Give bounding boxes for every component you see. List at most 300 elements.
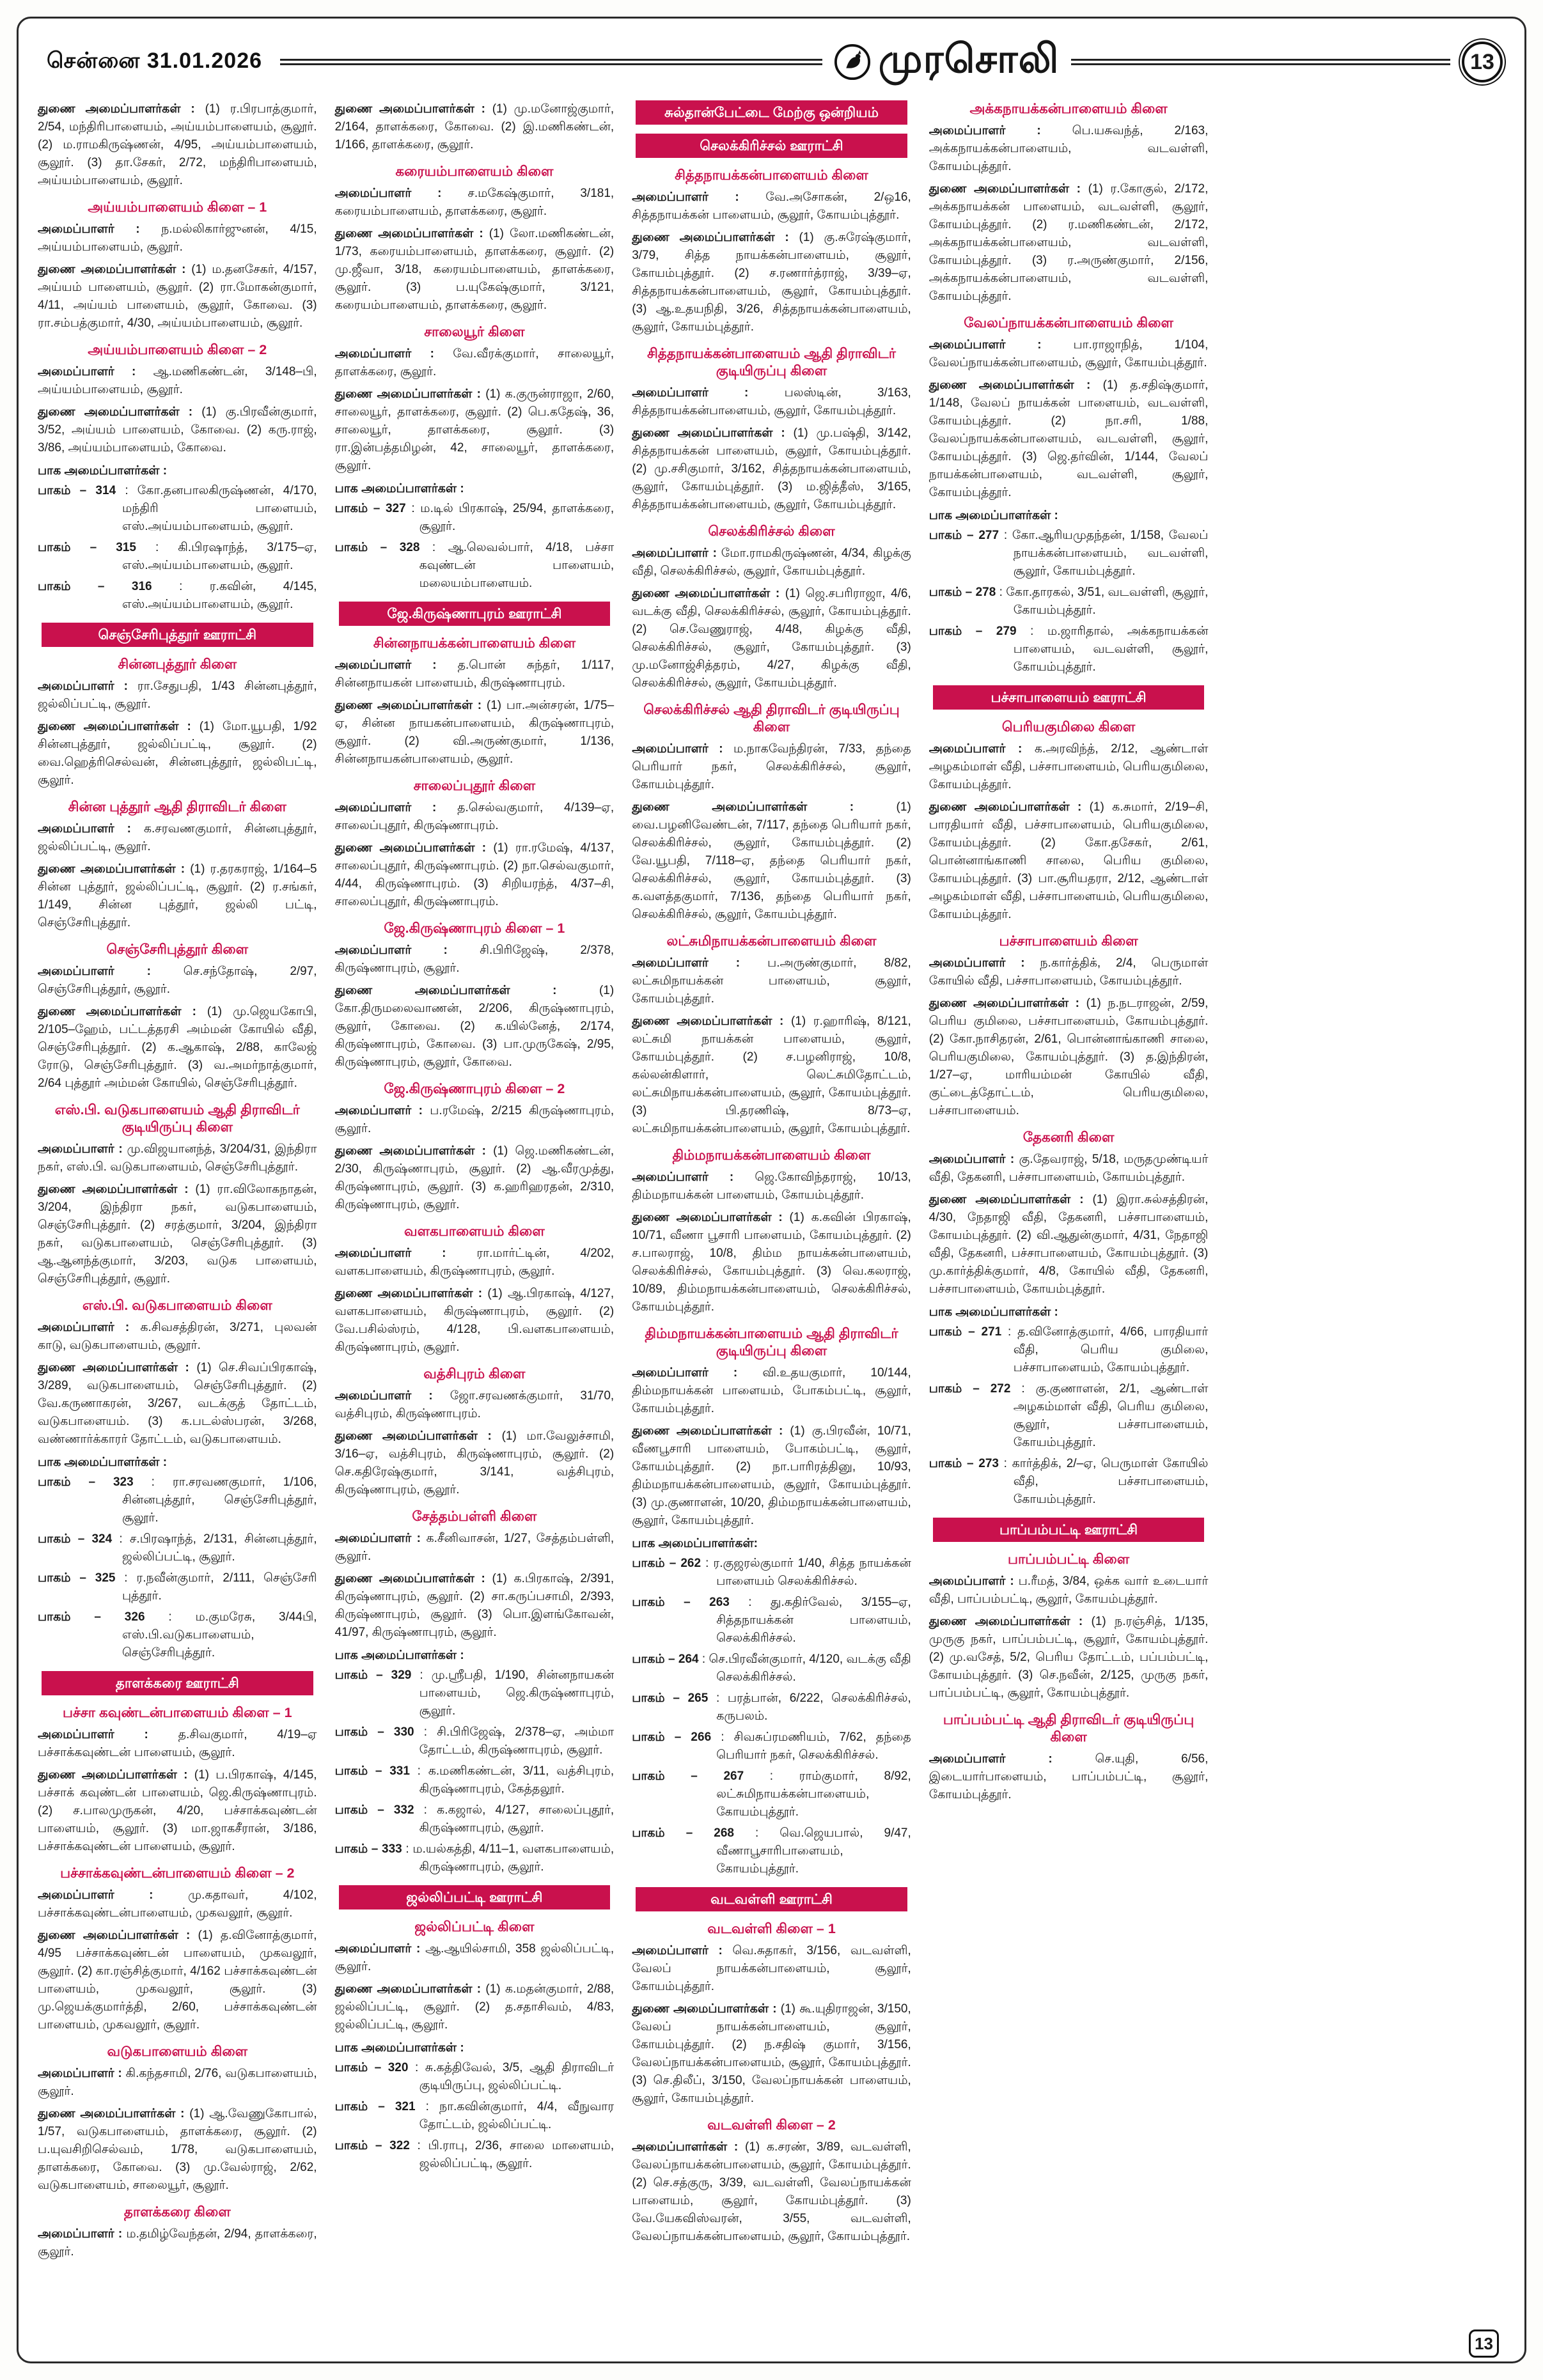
body-paragraph [335, 1940, 615, 1976]
field-text: பா.ராஜாநித், 1/104, வேலப்நாயக்கன்பாளையம், சூலூர், கோயம்புத்தூர். [928, 338, 1209, 369]
part-organizer-line [38, 1569, 317, 1605]
body-paragraph [38, 1927, 317, 2034]
part-number: பாகம் – 271 [928, 1325, 1002, 1339]
part-text: : செ.பிரவீன்குமார், 4/120, வடக்கு வீதி செலக்கிரிச்சல். [698, 1653, 911, 1684]
field-text: (1) பா.அன்சரன், 1/75–ஏ, சின்ன நாயகன்பாளையம், கிருஷ்ணாபுரம், சூலூர். (2) வி.அருண்குமார், 1/136, சின்னநாயகன்பாளையம், சூலூர். [334, 699, 615, 766]
body-paragraph [632, 1169, 911, 1204]
part-organizer-line [38, 578, 317, 614]
branch-heading: எஸ்.பி. வடுகபாளையம் ஆதி திராவிடர் குடியிருப்பு கிளை [54, 1102, 300, 1135]
branch-heading: பெரியகுமிலை கிளை [1001, 719, 1136, 735]
part-number: பாகம் – 327 [334, 502, 406, 515]
body-paragraph [632, 1422, 911, 1530]
field-label: துணை அமைப்பாளர்கள் : [38, 1361, 189, 1374]
branch-heading: சாலைப்புதூர் கிளை [413, 778, 536, 793]
field-label: அமைப்பாளர் : [632, 1944, 723, 1957]
branch-heading: வடவள்ளி கிளை – 1 [707, 1921, 836, 1936]
part-text: : சி.பிரிஜேஷ், 2/378–ஏ, அம்மா தோட்டம், கிருஷ்ணாபுரம், சூலூர். [414, 1725, 615, 1757]
field-label: அமைப்பாளர் : [38, 2067, 122, 2080]
part-text: : ர.குஜரல்குமார் 1/40, சித்த நாயக்கன் பாளையம் செலக்கிரிச்சல். [701, 1557, 911, 1588]
masthead-title: முரசொலி [878, 37, 1060, 81]
body-paragraph [38, 678, 317, 713]
field-text: (1) ஜெ.மணிகண்டன், 2/30, கிருஷ்ணாபுரம், சூலூர். (2) ஆ.வீரமுத்து, கிருஷ்ணாபுரம், சூலூர். (3) க.ஹரிஹரதன், 2/310, கிருஷ்ணாபுரம், சூலூர். [334, 1144, 615, 1211]
body-paragraph [38, 1886, 317, 1922]
part-text: : ர.நவீன்குமார், 2/111, செஞ்சேரி புத்தூர். [115, 1571, 317, 1603]
body-paragraph [38, 718, 317, 789]
branch-heading: பாப்பம்பட்டி கிளை [1008, 1552, 1130, 1567]
section-label: பாக அமைப்பாளர்கள் : [334, 2041, 464, 2055]
part-organizer-line [38, 1530, 317, 1566]
field-text: ஜெ.கோவிந்தராஜ், 10/13, திம்மநாயக்கன் பாளையம், கோயம்புத்தூர். [632, 1171, 911, 1202]
section-label: பாக அமைப்பாளர்கள்: [632, 1537, 758, 1550]
field-label: துணை அமைப்பாளர்கள் : [632, 1015, 784, 1028]
part-text: : பரத்பான், 6/222, செலக்கிரிச்சல், கருபலம். [708, 1692, 911, 1723]
part-organizer-line [929, 584, 1209, 619]
field-label: அமைப்பாளர் : [38, 365, 136, 378]
branch-heading: ஜே.கிருஷ்ணாபுரம் கிளை – 2 [384, 1081, 565, 1096]
part-number: பாகம் – 321 [334, 2100, 416, 2113]
field-label: அமைப்பாளர் : [632, 1171, 734, 1184]
part-text: : ராம்குமார், 8/92, லட்சுமிநாயக்கன்பாளையம், கோயம்புத்தூர். [716, 1769, 911, 1819]
field-text: (1) ர.ஹாரிஷ், 8/121, லட்சுமி நாயக்கன் பாளையம், சூலூர், கோயம்புத்தூர். (2) ச.பழனிராஜ், 10/8, கல்லன்கிளார், லெட்சுமிதோட்டம், லட்சுமிநாயக்கன்பாளையம், சூலூர், கோயம்புத்தூர். (3) பி.தரணிஷ், 8/73–ஏ, லட்சுமிநாயக்கன்பாளையம், சூலூர், கோயம்புத்தூர். [632, 1015, 911, 1135]
field-text: (1) ஆ.வேணுகோபால், 1/57, வடுகபாளையம், தாளக்கரை, சூலூர். (2) ப.யுவசிறிசெல்வம், 1/78, வடுகபாளையம், தாளக்கரை, கோவை. (3) மு.வேல்ராஜ், 2/62, வடுகபாளையம், சாலையூர், சூலூர். [38, 2107, 317, 2192]
part-number: பாகம் – 315 [38, 541, 136, 554]
field-label: அமைப்பாளர் : [632, 1366, 738, 1380]
field-label: அமைப்பாளர் : [38, 680, 128, 693]
body-paragraph [38, 100, 317, 190]
part-text: : த.வினோத்குமார், 4/66, பாரதியார் வீதி, பெரிய குமிலை, பச்சாபாளையம், கோயம்புத்தூர். [1001, 1325, 1209, 1374]
part-number: பாகம் – 316 [38, 580, 152, 593]
body-paragraph [929, 180, 1209, 306]
body-paragraph [632, 1013, 911, 1138]
field-text: ப.அருண்குமார், 8/82, லட்சுமிநாயக்கன் பாளையம், சூலூர், கோயம்புத்தூர். [632, 956, 911, 1006]
field-label: அமைப்பாளர் : [38, 2227, 123, 2241]
part-organizer-line [632, 1555, 911, 1591]
field-label: அமைப்பாளர் : [334, 1389, 433, 1403]
branch-heading: சித்தநாயக்கன்பாளையம் ஆதி திராவிடர் குடியிருப்பு கிளை [647, 346, 896, 378]
field-label: துணை அமைப்பாளர்கள் : [38, 720, 191, 733]
field-label: துணை அமைப்பாளர்கள் : [928, 1193, 1084, 1206]
field-text: செ.சந்தோஷ், 2/97, செஞ்சேரிபுத்தூர், சூலூர். [38, 965, 317, 996]
part-text: : ஆ.லெவல்பார், 4/18, பச்சா கவுண்டன் பாளையம், மலையம்பாளையம். [419, 541, 615, 590]
body-paragraph [335, 1102, 615, 1138]
part-organizer-line [335, 2098, 615, 2134]
part-text: : கார்த்திக், 2/–ஏ, பெருமாள் கோயில் வீதி, பச்சாபாளையம், கோயம்புத்தூர். [998, 1457, 1209, 1506]
branch-heading: பச்சாக்கவுண்டன்பாளையம் கிளை – 2 [60, 1865, 295, 1881]
field-text: த.சிவகுமார், 4/19–ஏ பச்சாக்கவுண்டன் பாளையம், சூலூர். [38, 1728, 317, 1759]
field-label: துணை அமைப்பாளர்கள் : [38, 405, 193, 419]
header-rule-left [280, 59, 822, 65]
panchayat-banner: வடவள்ளி ஊராட்சி [636, 1887, 907, 1911]
field-text: ஆ.மணிகண்டன், 3/148–பி, அய்யம்பாளையம், சூலூர். [38, 365, 317, 396]
field-text: (1) மா.வேலுச்சாமி, 3/16–ஏ, வத்சிபுரம், கிருஷ்ணாபுரம், சூலூர். (2) செ.கதிரேஷ்குமார், 3/141, வத்சிபுரம், கிருஷ்ணாபுரம், சூலூர். [334, 1429, 615, 1497]
field-text: பலஸ்டின், 3/163, சித்தநாயக்கன்பாளையம், சூலூர், கோயம்புத்தூர். [632, 386, 911, 417]
body-paragraph [38, 1181, 317, 1288]
part-text: : க.கஜால், 4/127, சாலைப்புதூர், கிருஷ்ணாபுரம், சூலூர். [414, 1803, 615, 1835]
part-organizer-line [929, 623, 1209, 676]
part-number: பாகம் – 323 [38, 1475, 134, 1489]
page-header [19, 19, 1524, 95]
field-label: அமைப்பாளர் : [928, 1575, 1014, 1588]
part-text: : ர.கவின், 4/145, எஸ்.அய்யம்பாளையம், சூலூர். [122, 580, 317, 611]
body-paragraph [335, 225, 615, 315]
part-text: : ம.யல்கத்தி, 4/11–1, வளகபாளையம், கிருஷ்ணாபுரம், சூலூர். [402, 1842, 615, 1874]
part-number: பாகம் – 330 [334, 1725, 414, 1739]
body-paragraph [929, 377, 1209, 502]
body-paragraph [38, 2065, 317, 2101]
branch-heading: அய்யம்பாளையம் கிளை – 2 [88, 342, 267, 357]
body-paragraph [38, 820, 317, 856]
body-paragraph [632, 954, 911, 1008]
body-paragraph [38, 1140, 317, 1176]
field-text: க.சீனிவாசன், 1/27, சேத்தம்பள்ளி, சூலூர். [334, 1532, 615, 1563]
field-text: (1) மு.மனோஜ்குமார், 2/164, தாளக்கரை, கோவை. (2) இ.மணிகண்டன், 1/166, தாளக்கரை, சூலூர். [334, 102, 615, 152]
part-text: : நா.கவின்குமார், 4/4, வீநுவார தோட்டம், ஜல்லிப்பட்டி. [415, 2100, 615, 2131]
field-text: (1) இரா.சுல்சத்திரன், 4/30, நேதாஜி வீதி, தேகனரி, பச்சாபாளையம், கோயம்புத்தூர். (2) வி.ஆதுன்குமார், 4/31, நேதாஜி வீதி, தேகனரி, பச்சாபாளையம், கோயம்புத்தூர். (3) மு.கார்த்திக்குமார், 4/8, கோயில் வீதி, தேகனரி, பச்சாபாளையம், கோயம்புத்தூர். [928, 1193, 1209, 1296]
field-label: அமைப்பாளர் : [928, 124, 1041, 137]
field-text: (1) ர.தரகராஜ், 1/164–5 சின்ன புத்தூர், ஜல்லிப்பட்டி, சூலூர். (2) ர.சங்கர், 1/149, சின்ன புத்தூர், ஜல்லி பட்டி, செஞ்சேரிபுத்தூர். [38, 862, 317, 929]
field-text: (1) ரா.விலோகநாதன், 3/204, இந்திரா நகர், வடுகபாளையம், செஞ்சேரிபுத்தூர். (2) சரத்குமார், 3/204, இந்திரா நகர், வடுகபாளையம், செஞ்சேரிபுத்தூர். (3) ஆ.ஆனந்த்குமார், 3/203, வடுக பாளையம், செஞ்சேரிபுத்தூர், சூலூர். [38, 1183, 317, 1286]
part-text: : ம.குமரேசு, 3/44பி, எஸ்.பி.வடுகபாளையம், செஞ்சேரிபுத்தூர். [122, 1610, 317, 1660]
dateline: சென்னை 31.01.2026 [47, 48, 263, 73]
branch-heading: வடவள்ளி கிளை – 2 [707, 2117, 836, 2133]
body-paragraph [38, 363, 317, 399]
body-paragraph [38, 2105, 317, 2195]
body-paragraph [632, 1364, 911, 1418]
field-label: துணை அமைப்பாளர்கள் : [632, 231, 789, 244]
field-text: (1) க.கவின் பிரகாஷ், 10/71, வீணா பூசாரி பாளையம், கோயம்புத்தூர். (2) ச.பாலராஜ், 10/8, திம்ம நாயக்கன்பாளையம், செலக்கிரிச்சல், கோயம்புத்தூர். (3) வெ.கலராஜ், 10/89, திம்மநாயக்கன்பாளையம், செலக்கிரிச்சல், கோயம்புத்தூர். [632, 1211, 911, 1314]
part-text: : ச.பிரஷாந்த், 2/131, சின்னபுத்தூர், ஜல்லிப்பட்டி, சூலூர். [112, 1532, 317, 1564]
part-organizer-line [335, 500, 615, 536]
body-paragraph [38, 221, 317, 256]
field-label: துணை அமைப்பாளர்கள் : [928, 378, 1091, 392]
part-number: பாகம் – 314 [38, 484, 116, 497]
body-paragraph [632, 798, 911, 924]
section-label: பாக அமைப்பாளர்கள் : [334, 482, 464, 495]
field-text: க.சிவசத்திரன், 3/271, புலவன் காடு, வடுகபாளையம், சூலூர். [38, 1321, 317, 1352]
branch-heading: சித்தநாயக்கன்பாளையம் கிளை [675, 167, 868, 183]
field-label: துணை அமைப்பாளர்கள் : [334, 387, 481, 401]
field-text: (1) ரா.ரமேஷ், 4/137, சாலைப்புதூர், கிருஷ்ணாபுரம். (2) நா.செல்வகுமார், 4/44, கிருஷ்ணாபுரம். (3) சிறியரந்த், 4/37–சி, சாலைப்புதூர், கிருஷ்ணாபுரம். [334, 841, 615, 908]
field-text: ஆ.ஆயில்சாமி, 358 ஜல்லிப்பட்டி, சூலூர். [334, 1942, 615, 1973]
branch-heading: எஸ்.பி. வடுகபாளையம் கிளை [82, 1298, 272, 1313]
field-text: (1) கூ.யுதிராஜன், 3/150, வேலப் நாயக்கன்பாளையம், சூலூர், கோயம்புத்தூர். (2) ந.சதிஷ் குமார், 3/156, வேலப்நாயக்கன்பாளையம், சூலூர், கோயம்புத்தூர். (3) செ.திலீப், 3/150, வேலப்நாயக்கன் பாளையம், சூலூர், கோயம்புத்தூர். [632, 2002, 911, 2105]
field-text: (1) ர.கோகுல், 2/172, அக்கநாயக்கன் பாளையம், வடவள்ளி, சூலூர், கோயம்புத்தூர். (2) ர.மணிகண்டன், 2/172, அக்கநாயக்கன்பாளையம், வடவள்ளி, கோயம்புத்தூர். (3) ர.அருண்குமார், 2/156, அக்கநாயக்கன்பாளையம், வடவள்ளி, கோயம்புத்தூர். [928, 182, 1209, 303]
field-text: வே.வீரக்குமார், சாலையூர், தாளக்கரை, சூலூர். [334, 347, 615, 378]
part-organizer-line [335, 1667, 615, 1720]
field-label: அமைப்பாளர் : [334, 187, 442, 200]
branch-heading: பச்சா கவுண்டன்பாளையம் கிளை – 1 [63, 1705, 292, 1720]
branch-heading: வடுகபாளையம் கிளை [107, 2044, 248, 2059]
branch-heading: சேத்தம்பள்ளி கிளை [412, 1509, 537, 1524]
field-text: சி.பிரிஜேஷ், 2/378, கிருஷ்ணாபுரம், சூலூர். [334, 944, 615, 975]
part-text: : சு.கத்திவேல், 3/5, ஆதி திராவிடர் குடியிருப்பு, ஜல்லிப்பட்டி. [408, 2061, 615, 2092]
branch-heading: செலக்கிரிச்சல் கிளை [708, 524, 835, 539]
branch-heading: வேலப்நாயக்கன்பாளையம் கிளை [964, 315, 1173, 331]
field-text: வே.அசோகன், 2/ஒ16, சித்தநாயக்கன் பாளையம், சூலூர், கோயம்புத்தூர். [632, 191, 911, 222]
body-paragraph [929, 1613, 1209, 1702]
branch-heading: தாளக்கரை கிளை [123, 2204, 231, 2220]
body-paragraph [632, 545, 911, 580]
section-label: பாக அமைப்பாளர்கள் : [334, 1649, 464, 1662]
part-text: : வெ.ஜெயபால், 9/47, வீணாபூசாரிபாளையம், கோயம்புத்தூர். [716, 1826, 911, 1876]
field-label: துணை அமைப்பாளர்கள் : [928, 997, 1079, 1010]
field-label: துணை அமைப்பாளர்கள் : [928, 800, 1082, 814]
body-paragraph [632, 2138, 911, 2246]
field-label: துணை அமைப்பாளர்கள் : [38, 1183, 189, 1196]
masthead-logo [834, 36, 1060, 88]
part-number: பாகம் – 332 [334, 1803, 414, 1817]
part-text: : கி.பிரஷாந்த், 3/175–ஏ, எஸ்.அய்யம்பாளையம், சூலூர். [122, 541, 317, 572]
page-number-top: 13 [1462, 42, 1503, 82]
field-label: அமைப்பாளர் : [632, 956, 740, 970]
field-label: அமைப்பாளர் : [334, 1247, 446, 1260]
field-text: (1) ஆ.பிரகாஷ், 4/127, வளகபாளையம், கிருஷ்ணாபுரம், சூலூர். (2) வே.பசில்ஸ்ரம், 4/128, பி.வளகபாளையம், கிருஷ்ணாபுரம், சூலூர். [334, 1287, 615, 1354]
section-label: பாக அமைப்பாளர்கள் : [38, 464, 168, 478]
body-paragraph [929, 122, 1209, 176]
part-number: பாகம் – 272 [928, 1382, 1011, 1396]
field-label: அமைப்பாளர் : [928, 956, 1025, 970]
body-paragraph [38, 403, 317, 457]
field-text: ச.மகேஷ்குமார், 3/181, கரையம்பாளையம், தாளக்கரை, சூலூர். [334, 187, 615, 218]
field-label: துணை அமைப்பாளர்கள் : [632, 1211, 783, 1224]
body-paragraph [632, 740, 911, 794]
body-paragraph [335, 1285, 615, 1357]
field-text: கி.கந்தசாமி, 2/76, வடுகபாளையம், சூலூர். [38, 2067, 317, 2098]
field-text: (1) மு.பஷ்தி, 3/142, சித்தநாயக்கன் பாளையம், சூலூர், கோயம்புத்தூர். (2) மு.சசிகுமார், 3/162, சித்தநாயக்கன்பாளையம், சூலூர், கோயம்புத்தூர். (3) ம.ஜித்தீஸ், 3/165, சித்தநாயக்கன்பாளையம், சூலூர், கோயம்புத்தூர். [632, 426, 911, 511]
field-text: (1) ர.பிரபாத்குமார், 2/54, மந்திரிபாளையம், அய்யம்பாளையம், சூலூர். (2) ம.ராமகிருஷ்ணன், 4/95, அய்யம்பாளையம், சூலூர். (3) தா.சேகர், 2/72, மந்திரிபாளையம், அய்யம்பாளையம், சூலூர். [38, 102, 317, 187]
body-paragraph [38, 1319, 317, 1355]
header-rule-right [1071, 59, 1450, 65]
panchayat-banner: சுல்தான்பேட்டை மேற்கு ஒன்றியம் [636, 100, 907, 125]
part-organizer-line [929, 1455, 1209, 1509]
body-paragraph [632, 384, 911, 420]
page-number-bottom: 13 [1469, 2329, 1499, 2358]
body-paragraph [38, 1003, 317, 1093]
body-paragraph [335, 1427, 615, 1499]
article-columns [38, 100, 1505, 2293]
section-label: பாக அமைப்பாளர்கள் : [928, 509, 1058, 522]
body-paragraph [335, 345, 615, 381]
field-text: (1) க.சுமார், 2/19–சி, பாரதியார் வீதி, பச்சாபாளையம், பெரியகுமிலை, கோயம்புத்தூர். (2) கோ.தசேகர், 2/61, பொன்னாங்காணி சாலை, பெரிய குமிலை, கோயம்புத்தூர். (3) பா.சூரியதரா, 2/12, ஆண்டாள் அழகம்மாள் வீதி, பச்சாபாளையம், பெரியகுமிலை, கோயம்புத்தூர். [928, 800, 1209, 921]
part-number: பாகம் – 263 [632, 1596, 730, 1609]
field-text: (1) கு.பிரவீன்குமார், 3/52, அய்யம் பாளையம், கோவை. (2) கரு.ராஜ், 3/86, அய்யம்பாளையம், கோவை. [38, 405, 317, 455]
body-paragraph [929, 336, 1209, 372]
field-text: (1) ந.நடராஜன், 2/59, பெரிய குமிலை, பச்சாபாளையம், கோயம்புத்தூர். (2) கோ.நாசிதரன், 2/61, பொன்னாங்காணி சாலை, பெரியகுமிலை, கோயம்புத்தூர். (3) த.இந்திரன், 1/27–ஏ, மாரியம்மன் கோயில் வீதி, குட்டைத்தோட்டம், பெரியகுமிலை, பச்சாபாளையம். [928, 997, 1209, 1117]
part-number: பாகம் – 266 [632, 1731, 712, 1744]
part-organizer-line [929, 1323, 1209, 1377]
branch-heading: அய்யம்பாளையம் கிளை – 1 [88, 199, 267, 215]
field-label: துணை அமைப்பாளர்கள் : [632, 800, 854, 814]
part-organizer-line [335, 1723, 615, 1759]
field-label: அமைப்பாளர் : [928, 1153, 1015, 1166]
part-number: பாகம் – 279 [928, 625, 1017, 638]
branch-heading: கரையம்பாளையம் கிளை [395, 164, 554, 179]
field-label: அமைப்பாளர் : [632, 742, 723, 756]
part-number: பாகம் – 322 [334, 2139, 410, 2152]
body-paragraph [632, 424, 911, 514]
panchayat-banner: செலக்கிரிச்சல் ஊராட்சி [636, 134, 907, 158]
body-paragraph [38, 963, 317, 999]
branch-heading: ஜல்லிப்பட்டி கிளை [414, 1919, 535, 1934]
branch-heading: ஜே.கிருஷ்ணாபுரம் கிளை – 1 [384, 921, 565, 936]
field-text: ரா.சேதுபதி, 1/43 சின்னபுத்தூர், ஜல்லிப்பட்டி, சூலூர். [38, 680, 317, 711]
field-label: அமைப்பாளர் : [334, 944, 448, 957]
body-paragraph [632, 1209, 911, 1316]
field-text: (1) க.மதன்குமார், 2/88, ஜல்லிப்பட்டி, சூலூர். (2) த.சதாசிவம், 4/83, ஜல்லிப்பட்டி, சூலூர். [334, 1982, 615, 2032]
part-text: : கோ.ஆரியமுதந்தன், 1/158, வேலப் நாயக்கன்பாளையம், வடவள்ளி, சூலூர், கோயம்புத்தூர். [999, 529, 1209, 578]
field-label: அமைப்பாளர் : [334, 1532, 421, 1545]
panchayat-banner: ஜே.கிருஷ்ணாபுரம் ஊராட்சி [339, 602, 611, 626]
body-paragraph [38, 1766, 317, 1856]
field-text: (1) மு.ஜெயகோபி, 2/105–ஹேம், பட்டத்தரசி அம்மன் கோயில் வீதி, செஞ்சேரிபுத்தூர். (2) க.ஆகாஷ், 2/88, காலேஜ் ரோடு, செஞ்சேரிபுத்தூர். (3) வ.அமர்நாத்குமார், 2/64 புத்தூர் அம்மன் கோயில், செஞ்சேரிபுத்தூர். [38, 1005, 317, 1090]
part-number: பாகம் – 267 [632, 1769, 744, 1783]
body-paragraph [929, 995, 1209, 1120]
field-label: துணை அமைப்பாளர்கள் : [632, 426, 785, 440]
branch-heading: பாப்பம்பட்டி ஆதி திராவிடர் குடியிருப்பு கிளை [943, 1712, 1194, 1745]
body-paragraph [335, 385, 615, 475]
branch-heading: வளகபாளையம் கிளை [404, 1224, 545, 1239]
field-text: க.அரவிந்த், 2/12, ஆண்டாள் அழகம்மாள் வீதி, பச்சாபாளையம், பெரியகுமிலை, கோயம்புத்தூர். [928, 742, 1209, 791]
part-text: : ம.டில் பிரகாஷ், 25/94, தாளக்கரை, சூலூர். [405, 502, 615, 533]
part-number: பாகம் – 273 [928, 1457, 999, 1470]
field-label: துணை அமைப்பாளர்கள் : [38, 1768, 188, 1782]
field-text: (1) செ.சிவப்பிரகாஷ், 3/289, வடுகபாளையம், செஞ்சேரிபுத்தூர். (2) வே.கருணாகரன், 3/267, வடக்குத் தோட்டம், வடுகபாளையம். (3) க.படல்ஸ்பரன், 3/268, வண்ணார்க்காரர் தோட்டம், வடுகபாளையம். [38, 1361, 317, 1446]
body-paragraph [335, 185, 615, 221]
branch-heading: திம்மநாயக்கன்பாளையம் ஆதி திராவிடர் குடியிருப்பு கிளை [645, 1326, 898, 1358]
part-number: பாகம் – 277 [928, 529, 999, 542]
field-text: பெ.யசுவந்த், 2/163, அக்கநாயக்கன்பாளையம், வடவள்ளி, கோயம்புத்தூர். [928, 124, 1209, 173]
field-text: (1) லோ.மணிகண்டன், 1/73, கரையம்பாளையம், தாளக்கரை, சூலூர். (2) மு.ஜீவா, 3/18, கரையம்பாளையம், தாளக்கரை, சூலூர். (3) ப.யுகேஷ்குமார், 3/121, கரையம்பாளையம், தாளக்கரை, சூலூர். [334, 227, 615, 312]
field-label: துணை அமைப்பாளர்கள் : [632, 587, 780, 600]
field-text: ந.கார்த்திக், 2/4, பெருமாள் கோயில் வீதி, பச்சாபாளையம், கோயம்புத்தூர். [928, 956, 1209, 988]
part-number: பாகம் – 265 [632, 1692, 709, 1705]
body-paragraph [335, 1980, 615, 2034]
field-text: (1) வை.பழனிவேண்டன், 7/117, தந்தை பெரியார் நகர், செலக்கிரிச்சல், சூலூர், கோயம்புத்தூர். (2) வே.யூபதி, 7/118–ஏ, தந்தை பெரியார் நகர், செலக்கிரிச்சல், சூலூர், கோயம்புத்தூர். (3) க.வளத்தகுமார், 7/136, தந்தை பெரியார் நகர், செலக்கிரிச்சல், சூலூர், கோயம்புத்தூர். [632, 800, 911, 921]
field-text: (1) ஜெ.சபரிராஜா, 4/6, வடக்கு வீதி, செலக்கிரிச்சல், சூலூர், கோயம்புத்தூர். (2) செ.வேணுராஜ், 4/48, கிழக்கு வீதி, செலக்கிரிச்சல், சூலூர், கோயம்புத்தூர். (3) மு.மனோஜ்சித்தரம், 4/27, கிழக்கு வீதி, செலக்கிரிச்சல், சூலூர், கோயம்புத்தூர். [632, 587, 911, 690]
branch-heading: அக்கநாயக்கன்பாளையம் கிளை [969, 101, 1168, 116]
body-paragraph [335, 100, 615, 154]
field-label: அமைப்பாளர் : [334, 801, 437, 814]
field-label: அமைப்பாளர் : [632, 191, 739, 204]
branch-heading: செலக்கிரிச்சல் ஆதி திராவிடர் குடியிருப்பு கிளை [643, 702, 900, 735]
field-text: கு.தேவராஜ், 5/18, மருதமுண்டியர் வீதி, தேகனரி, பச்சாபாளையம், கோயம்புத்தூர். [928, 1153, 1209, 1184]
branch-heading: திம்மநாயக்கன்பாளையம் கிளை [672, 1147, 871, 1163]
field-label: துணை அமைப்பாளர்கள் : [334, 1572, 485, 1585]
body-paragraph [632, 189, 911, 224]
field-text: ந.மல்லிகார்ஜுனன், 4/15, அய்யம்பாளையம், சூலூர். [38, 222, 317, 254]
part-number: பாகம் – 320 [334, 2061, 409, 2074]
field-text: (1) த.வினோத்குமார், 4/95 பச்சாக்கவுண்டன் பாளையம், முகவலூர், சூலூர். (2) கா.ரஞ்சித்குமார், 4/162 பச்சாக்கவுண்டன் பாளையம், முகவலூர், சூலூர். (3) மு.ஜெயக்குமார்த்தி, 2/60, பச்சாக்கவுண்டன் பாளையம், முகவலூர், சூலூர். [38, 1929, 317, 2032]
part-organizer-line [632, 1729, 911, 1764]
field-label: அமைப்பாளர் : [928, 1752, 1053, 1766]
field-text: ப.ரமேஷ், 2/215 கிருஷ்ணாபுரம், சூலூர். [334, 1104, 615, 1135]
field-label: துணை அமைப்பாளர்கள் : [334, 841, 487, 855]
part-text: : கு.குணாளன், 2/1, ஆண்டாள் அழகம்மாள் வீதி, பெரிய குமிலை, சூலூர், பச்சாபாளையம், கோயம்புத்தூர். [1010, 1382, 1209, 1449]
field-text: ம.நாகவேந்திரன், 7/33, தந்தை பெரியார் நகர், செலக்கிரிச்சல், சூலூர், கோயம்புத்தூர். [632, 742, 911, 791]
field-label: துணை அமைப்பாளர்கள் : [38, 1929, 191, 1942]
part-text: : ரா.சரவணகுமார், 1/106, சின்னபுத்தூர், செஞ்சேரிபுத்தூர், சூலூர். [122, 1475, 317, 1525]
body-paragraph [929, 798, 1209, 924]
field-label: அமைப்பாளர் : [38, 222, 140, 236]
field-text: (1) கோ.திருமலைவாணன், 2/206, கிருஷ்ணாபுரம், சூலூர், கோவை. (2) க.யில்னேத், 2/174, கிருஷ்ணாபுரம், கோவை. (3) பா.முருகேஷ், 2/95, கிருஷ்ணாபுரம், சூலூர், கோவை. [334, 984, 615, 1069]
field-text: ஜோ.சரவணக்குமார், 31/70, வத்சிபுரம், கிருஷ்ணாபுரம். [334, 1389, 615, 1420]
part-organizer-line [632, 1690, 911, 1725]
branch-heading: சாலையூர் கிளை [424, 324, 525, 339]
field-label: துணை அமைப்பாளர்கள் : [928, 1615, 1083, 1628]
part-organizer-line [335, 1762, 615, 1798]
field-label: அமைப்பாளர்கள் : [632, 2140, 739, 2154]
field-text: மு.கதாவர், 4/102, பச்சாக்கவுண்டன்பாளையம், முகவலூர், சூலூர். [38, 1888, 317, 1920]
branch-heading: தேகனரி கிளை [1022, 1130, 1115, 1145]
body-paragraph [929, 1750, 1209, 1804]
part-text: : கோ.தாரகல், 3/51, வடவள்ளி, சூலூர், கோயம்புத்தூர். [996, 586, 1209, 617]
field-text: வெ.சுதாகர், 3/156, வடவள்ளி, வேலப் நாயக்கன்பாளையம், சூலூர், கோயம்புத்தூர். [632, 1944, 911, 1993]
part-text: : ம.ஜாரிதால், அக்கநாயக்கன் பாளையம், வடவள்ளி, சூலூர், கோயம்புத்தூர். [1013, 625, 1209, 674]
part-number: பாகம் – 333 [334, 1842, 402, 1856]
part-organizer-line [632, 1824, 911, 1878]
field-label: துணை அமைப்பாளர்கள் : [334, 102, 485, 116]
field-text: மோ.ராமகிருஷ்ணன், 4/34, கிழக்கு வீதி, செலக்கிரிச்சல், சூலூர், கோயம்புத்தூர். [632, 547, 911, 578]
body-paragraph [38, 261, 317, 332]
part-number: பாகம் – 278 [928, 586, 996, 599]
field-label: அமைப்பாளர் : [38, 1321, 130, 1334]
body-paragraph [335, 657, 615, 692]
panchayat-banner: பாப்பம்பட்டி ஊராட்சி [933, 1518, 1205, 1542]
part-organizer-line [335, 1801, 615, 1837]
field-text: க.சரவணகுமார், சின்னபுத்தூர், ஜல்லிப்பட்டி, சூலூர். [38, 822, 317, 853]
part-number: பாகம் – 329 [334, 1668, 412, 1682]
panchayat-banner: ஜல்லிப்பட்டி ஊராட்சி [339, 1885, 611, 1909]
body-paragraph [929, 1573, 1209, 1608]
branch-heading: சின்னபுத்தூர் கிளை [118, 657, 237, 672]
branch-heading: சின்ன புத்தூர் ஆதி திராவிடர் கிளை [68, 799, 286, 814]
part-organizer-line [929, 527, 1209, 580]
field-label: துணை அமைப்பாளர்கள் : [632, 1424, 783, 1438]
field-label: அமைப்பாளர் : [38, 822, 131, 836]
field-text: செ.யுதி, 6/56, இடையார்பாளையம், பாப்பம்பட்டி, சூலூர், கோயம்புத்தூர். [928, 1752, 1209, 1801]
field-label: துணை அமைப்பாளர்கள் : [928, 182, 1081, 196]
field-label: துணை அமைப்பாளர்கள் : [334, 699, 482, 712]
field-label: அமைப்பாளர் : [334, 658, 437, 672]
field-text: (1) க.பிரகாஷ், 2/391, கிருஷ்ணாபுரம், சூலூர். (2) சா.கருப்பசாமி, 2/393, கிருஷ்ணாபுரம், சூலூர். (3) பொ.இளங்கோவன், 41/97, கிருஷ்ணாபுரம், சூலூர். [334, 1572, 615, 1639]
field-label: துணை அமைப்பாளர்கள் : [334, 1287, 483, 1300]
part-organizer-line [38, 539, 317, 575]
field-text: வி.உதயகுமார், 10/144, திம்மநாயக்கன் பாளையம், போகம்பட்டி, சூலூர், கோயம்புத்தூர். [632, 1366, 911, 1415]
field-label: அமைப்பாளர் : [632, 386, 749, 400]
field-label: துணை அமைப்பாளர்கள் : [38, 862, 185, 876]
panchayat-banner: செஞ்சேரிபுத்தூர் ஊராட்சி [42, 623, 313, 647]
field-label: அமைப்பாளர் : [334, 347, 434, 361]
field-text: (1) கு.சுரேஷ்குமார், 3/79, சித்த நாயக்கன்பாளையம், சூலூர், கோயம்புத்தூர். (2) ச.ரணார்த்ராஜ், 3/39–ஏ, சித்தநாயக்கன்பாளையம், சூலூர், கோயம்புத்தூர். (3) ஆ.உதயநிதி, 3/26, சித்தநாயக்கன்பாளையம், சூலூர், கோயம்புத்தூர். [632, 231, 911, 334]
field-label: துணை அமைப்பாளர்கள் : [334, 1982, 482, 1996]
field-label: அமைப்பாளர் : [38, 965, 151, 978]
field-text: (1) ந.ரஞ்சித், 1/135, முருகு நகர், பாப்பம்பட்டி, சூலூர், கோயம்புத்தூர். (2) மு.வசேத், 5/2, பெரிய தோட்டம், பப்பம்பட்டி, கோயம்புத்தூர். (3) செ.நவீன், 2/125, முருகு நகர், பாப்பம்பட்டி, சூலூர், கோயம்புத்தூர். [928, 1615, 1209, 1700]
field-text: த.செல்வகுமார், 4/139–ஏ, சாலைப்புதூர், கிருஷ்ணாபுரம். [334, 801, 615, 832]
part-number: பாகம் – 264 [632, 1653, 699, 1666]
field-label: துணை அமைப்பாளர்கள் : [632, 2002, 777, 2016]
body-paragraph [929, 954, 1209, 990]
body-paragraph [38, 2225, 317, 2261]
part-organizer-line [38, 1608, 317, 1662]
part-number: பாகம் – 262 [632, 1557, 701, 1570]
field-text: ம.தமிழ்வேந்தன், 2/94, தாளக்கரை, சூலூர். [38, 2227, 317, 2259]
body-paragraph [929, 1151, 1209, 1186]
branch-heading: பச்சாபாளையம் கிளை [999, 933, 1138, 949]
part-number: பாகம் – 328 [334, 541, 420, 554]
body-paragraph [335, 799, 615, 835]
field-text: (1) கு.பிரவீன், 10/71, வீணபூசாரி பாளையம், போகம்பட்டி, சூலூர், கோயம்புத்தூர். (2) நா.பாரிரத்தினு, 10/93, திம்மநாயக்கன்பாளையம், சூலூர், கோயம்புத்தூர். (3) மு.குணாளன், 10/20, திம்மநாயக்கன்பாளையம், சூலூர், கோயம்புத்தூர். [632, 1424, 911, 1527]
section-label: பாக அமைப்பாளர்கள் : [38, 1456, 168, 1469]
